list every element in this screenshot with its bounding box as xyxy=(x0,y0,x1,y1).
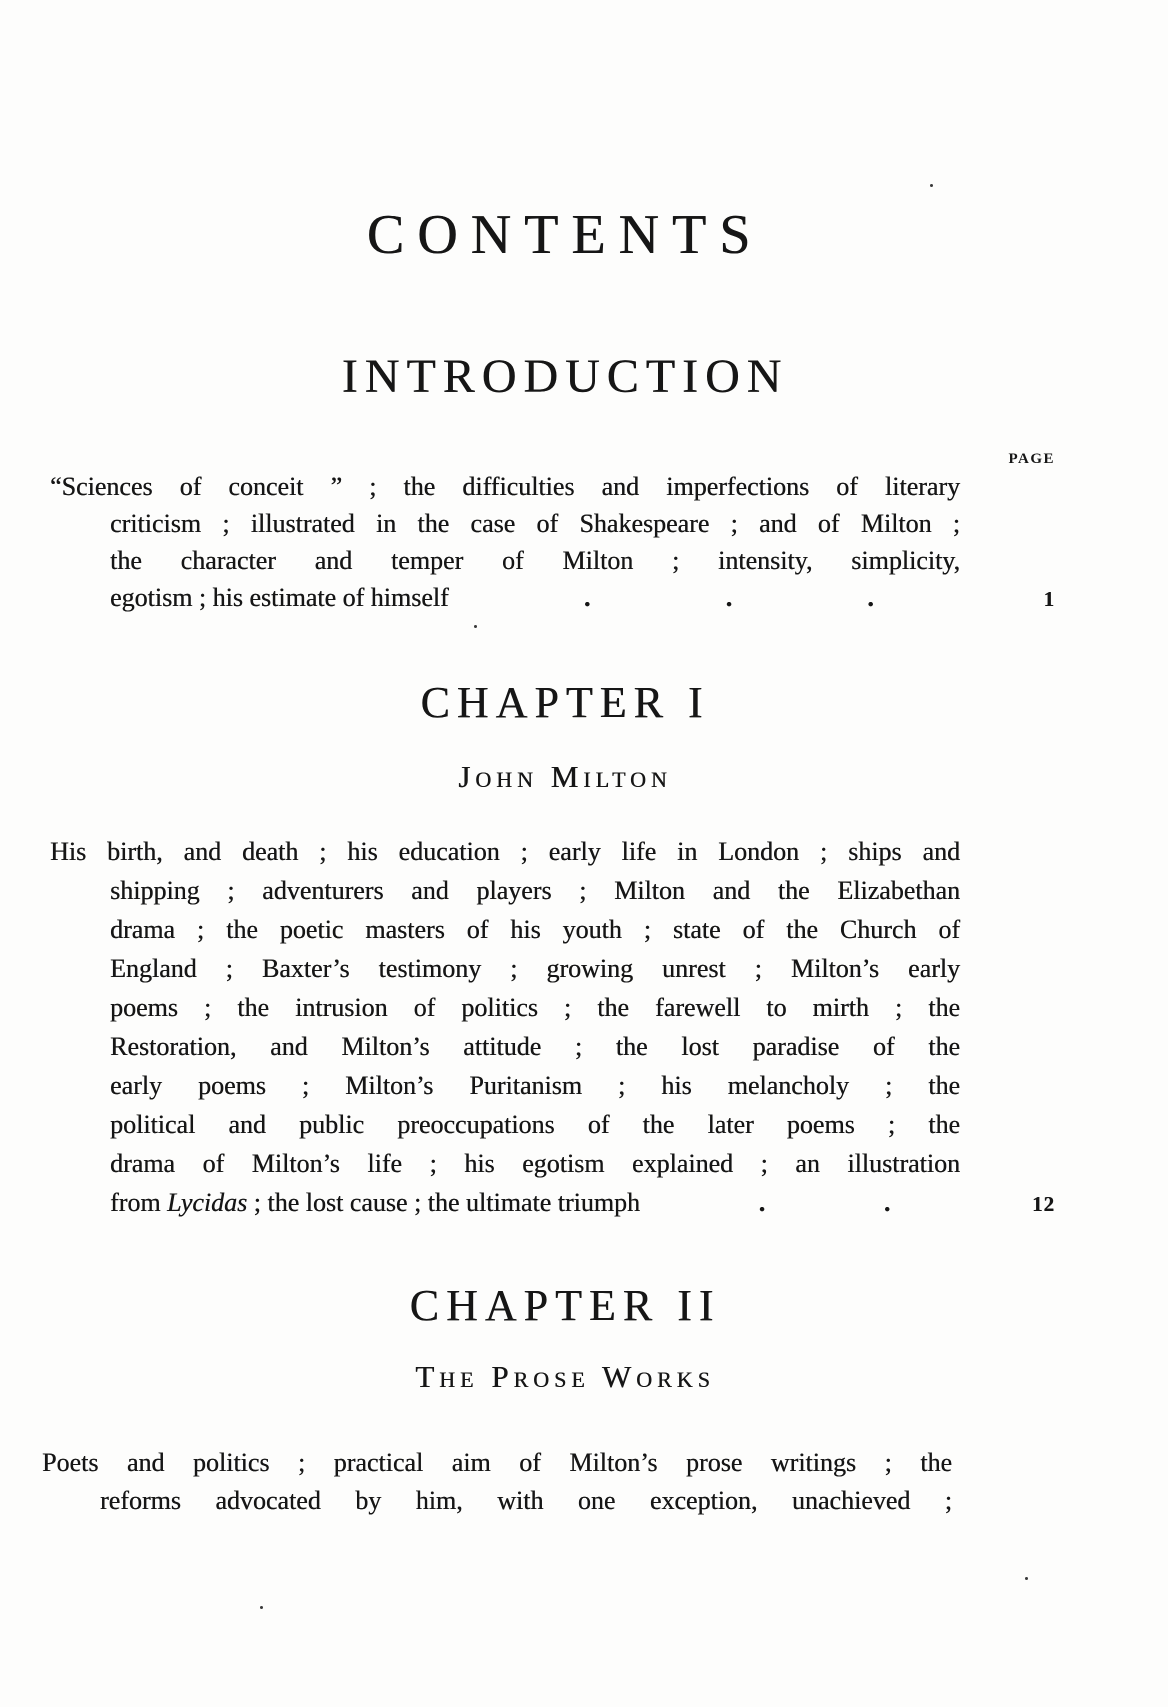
toc-entry-line: political and public preoccupations of the later poems ; the xyxy=(110,1110,960,1139)
chapter-1-subtitle: John Milton xyxy=(458,759,672,794)
italic-work-title: Lycidas xyxy=(167,1188,248,1217)
toc-entry-line: poems ; the intrusion of politics ; the farewell to mirth ; the xyxy=(110,993,960,1022)
scan-speck xyxy=(474,625,477,628)
toc-entry-line: reforms advocated by him, with one exception, unachieved ; xyxy=(100,1486,952,1515)
scan-speck xyxy=(930,184,933,187)
leader-dots xyxy=(449,579,1009,616)
toc-entry-line: drama of Milton’s life ; his egotism explained ; an illustration xyxy=(110,1149,960,1178)
leader-dot: . xyxy=(725,583,733,612)
page-number: 1 xyxy=(1043,587,1055,611)
folio-column-label: PAGE xyxy=(1008,451,1055,467)
scan-speck xyxy=(1025,1577,1028,1580)
toc-entry-introduction xyxy=(50,468,1055,618)
section-heading-chapter-2: CHAPTER II xyxy=(409,1281,721,1330)
leader-dot: . xyxy=(867,583,874,612)
toc-entry-last-line xyxy=(50,579,1055,618)
leader-dots xyxy=(640,1183,1009,1222)
toc-entry-line: His birth, and death ; his education ; early life in London ; ships and xyxy=(50,837,960,866)
toc-entry-line: shipping ; adventurers and players ; Milton and the Elizabethan xyxy=(110,876,960,905)
text-fragment: ; the lost cause ; the ultimate triumph xyxy=(247,1188,640,1217)
toc-entry-line xyxy=(110,1183,640,1222)
toc-entry-line: Restoration, and Milton’s attitude ; the lost paradise of the xyxy=(110,1032,960,1061)
scan-speck xyxy=(260,1606,263,1609)
toc-entry-line: drama ; the poetic masters of his youth ; state of the Church of xyxy=(110,915,960,944)
toc-entry-chapter-2 xyxy=(42,1444,1047,1520)
toc-entry-chapter-1 xyxy=(50,832,1055,1224)
toc-entry-line: the character and temper of Milton ; intensity, simplicity, xyxy=(110,546,960,575)
toc-entry-line: criticism ; illustrated in the case of Shakespeare ; and of Milton ; xyxy=(110,509,960,538)
section-heading-introduction: INTRODUCTION xyxy=(341,350,789,403)
page-title: CONTENTS xyxy=(366,204,764,266)
chapter-2-subtitle: The Prose Works xyxy=(415,1359,715,1394)
page-number: 12 xyxy=(1032,1192,1055,1216)
leader-dot: . xyxy=(758,1188,766,1217)
toc-entry-line: egotism ; his estimate of himself xyxy=(110,583,449,612)
toc-entry-last-line xyxy=(50,1183,1055,1224)
toc-entry-line: early poems ; Milton’s Puritanism ; his melancholy ; the xyxy=(110,1071,960,1100)
text-fragment: from xyxy=(110,1188,168,1217)
toc-entry-line: “Sciences of conceit ” ; the difficulties and imperfections of literary xyxy=(50,472,960,501)
toc-entry-line: Poets and politics ; practical aim of Milton’s prose writings ; the xyxy=(42,1448,952,1477)
leader-dot: . xyxy=(583,583,591,612)
leader-dot: . xyxy=(883,1188,891,1217)
toc-entry-line: England ; Baxter’s testimony ; growing unrest ; Milton’s early xyxy=(110,954,960,983)
section-heading-chapter-1: CHAPTER I xyxy=(420,678,710,727)
